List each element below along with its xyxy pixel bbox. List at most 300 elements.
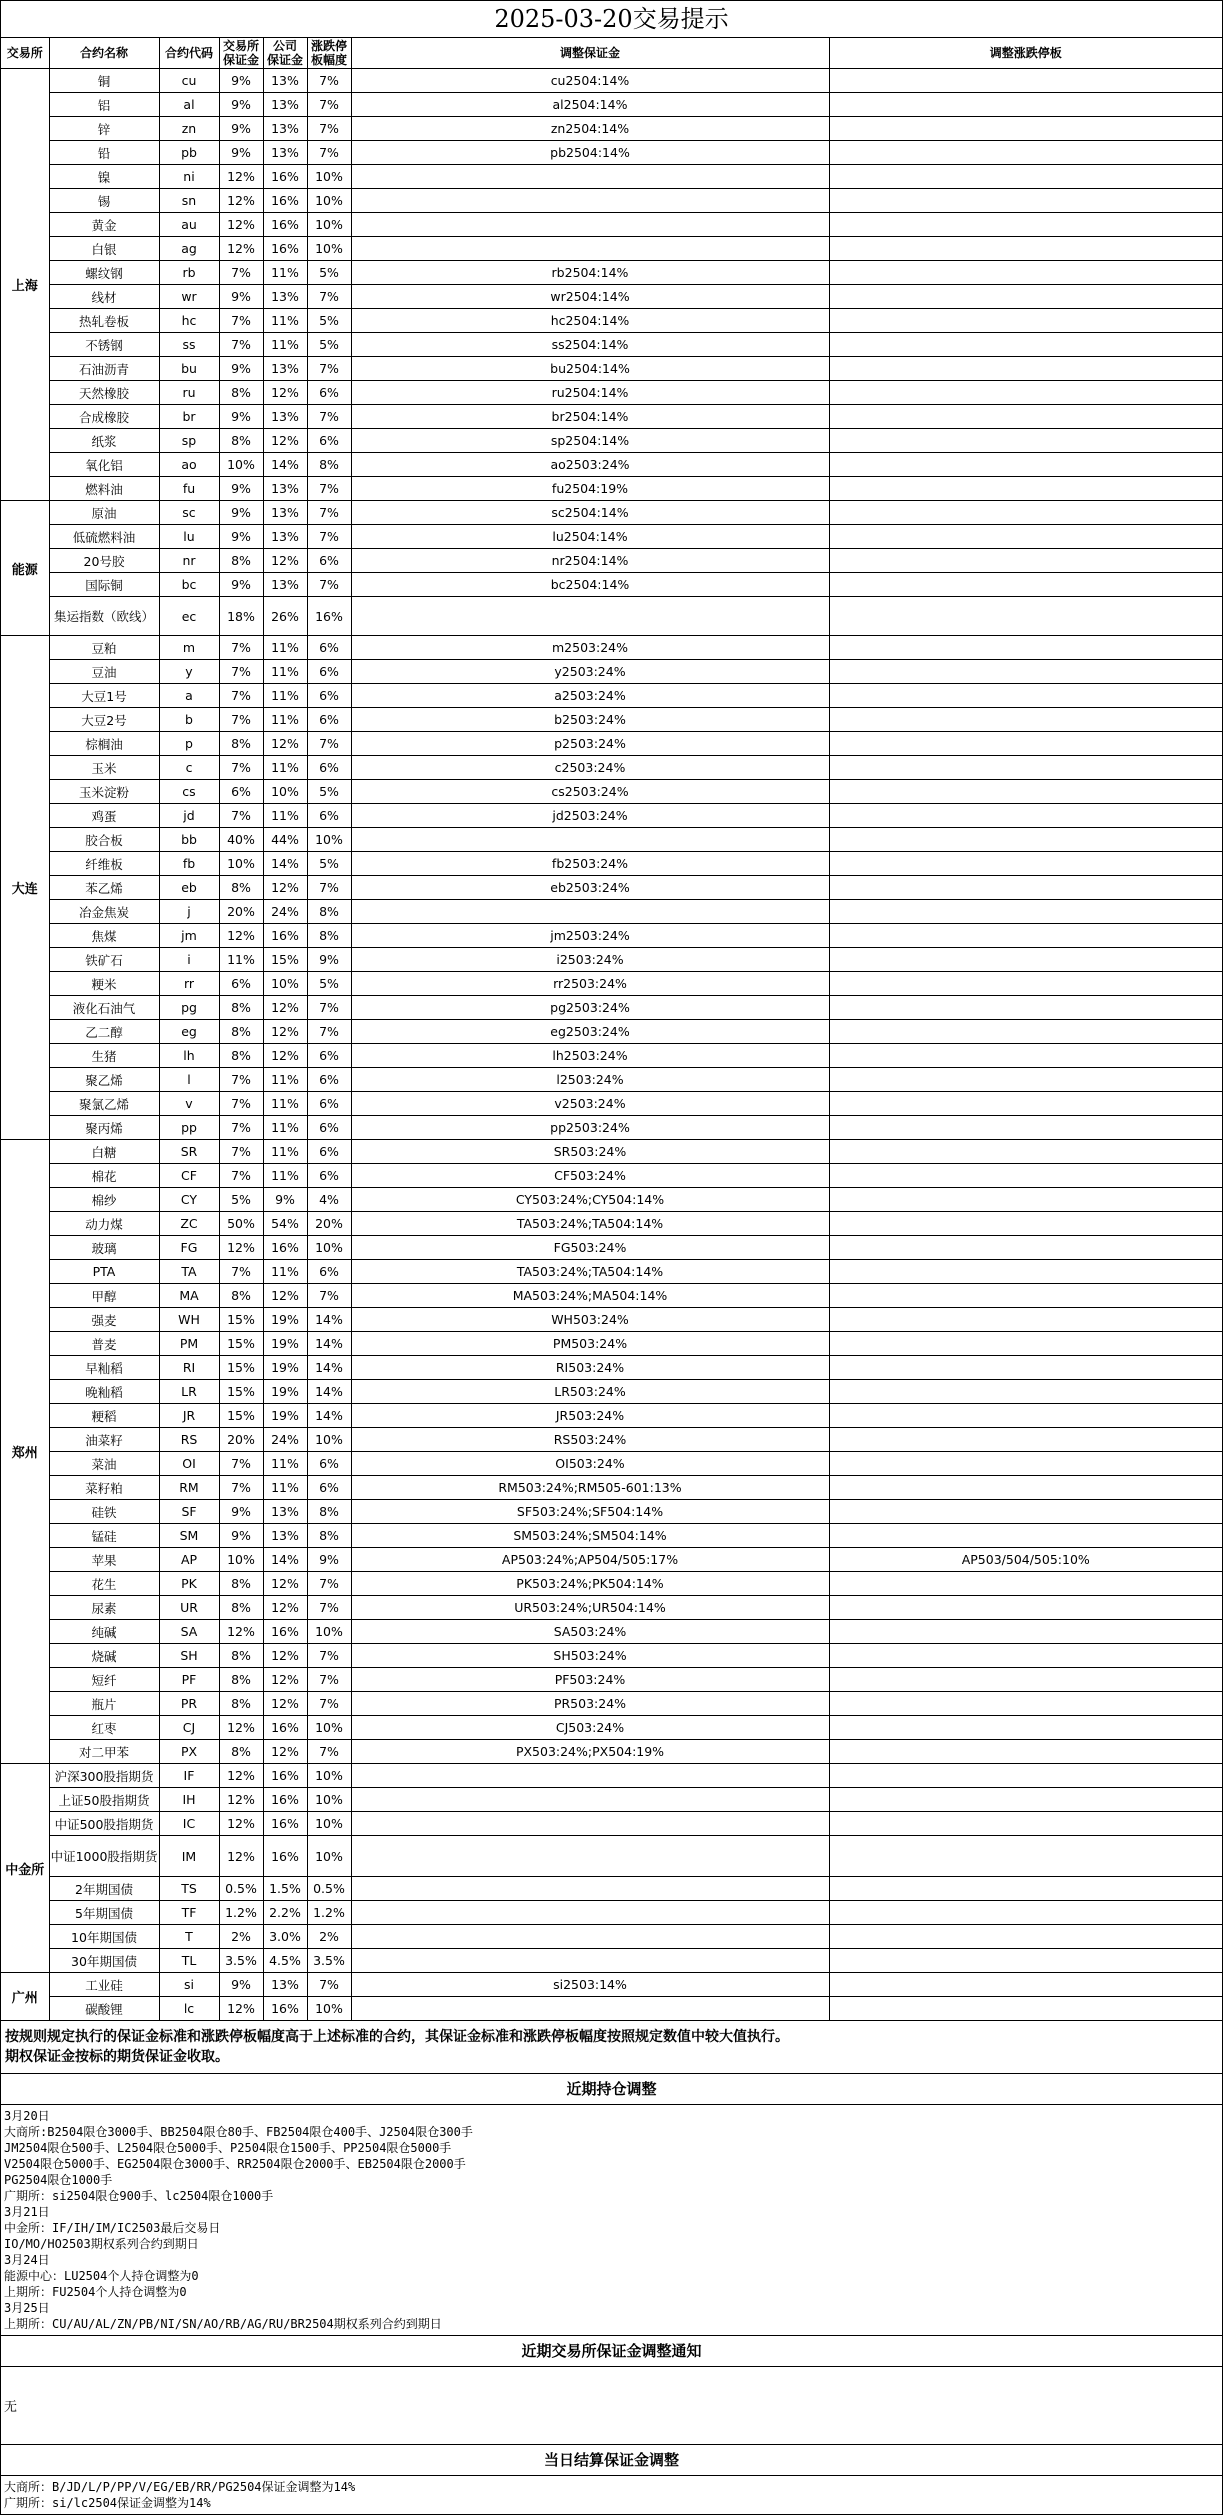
company-margin-cell: 11% [263,1260,307,1284]
company-margin-cell: 2.2% [263,1901,307,1925]
table-row [1,1476,1222,1500]
exchange-margin-cell: 7% [219,636,263,660]
exchange-margin-cell: 8% [219,1740,263,1764]
adjust-margin-cell: b2503:24% [351,708,829,732]
company-margin-cell: 16% [263,1236,307,1260]
contract-code-cell: ni [159,165,219,189]
limit-range-cell: 5% [307,261,351,285]
adjust-margin-cell: l2503:24% [351,1068,829,1092]
adjust-margin-cell: eg2503:24% [351,1020,829,1044]
contract-code-cell: PF [159,1668,219,1692]
table-row [1,453,1222,477]
company-margin-cell: 16% [263,1812,307,1836]
exchange-margin-cell: 2% [219,1925,263,1949]
table-row [1,828,1222,852]
exchange-margin-cell: 12% [219,237,263,261]
contract-name-cell: 白银 [49,237,159,261]
company-margin-cell: 12% [263,1572,307,1596]
company-margin-cell: 44% [263,828,307,852]
limit-range-cell: 10% [307,213,351,237]
adjust-margin-cell: cs2503:24% [351,780,829,804]
table-row [1,852,1222,876]
exchange-margin-cell: 7% [219,660,263,684]
adjust-limit-cell [829,1116,1222,1140]
table-row [1,333,1222,357]
contract-code-cell: nr [159,549,219,573]
exchange-margin-cell: 7% [219,1476,263,1500]
exchange-margin-cell: 10% [219,1548,263,1572]
limit-range-cell: 10% [307,165,351,189]
table-row [1,261,1222,285]
company-margin-cell: 19% [263,1380,307,1404]
exchange-margin-cell: 9% [219,501,263,525]
company-margin-cell: 12% [263,1644,307,1668]
header-adjust-limit: 调整涨跌停板 [829,38,1222,69]
exchange-margin-cell: 6% [219,780,263,804]
settlement-line: 大商所：B/JD/L/P/PP/V/EG/EB/RR/PG2504保证金调整为14% [4,2480,356,2494]
table-row [1,573,1222,597]
limit-range-cell: 10% [307,1428,351,1452]
company-margin-cell: 12% [263,996,307,1020]
company-margin-cell: 19% [263,1356,307,1380]
contract-name-cell: 早籼稻 [49,1356,159,1380]
adjust-margin-cell: PR503:24% [351,1692,829,1716]
contract-name-cell: 铝 [49,93,159,117]
contract-name-cell: 豆粕 [49,636,159,660]
adjust-limit-cell [829,1356,1222,1380]
table-body [1,69,1222,2021]
contract-name-cell: 碳酸锂 [49,1997,159,2021]
exchange-margin-cell: 8% [219,1020,263,1044]
adjust-limit-cell [829,1668,1222,1692]
table-row [1,285,1222,309]
adjust-limit-cell [829,381,1222,405]
contract-code-cell: IC [159,1812,219,1836]
company-margin-cell: 13% [263,1973,307,1997]
contract-code-cell: UR [159,1596,219,1620]
adjust-limit-cell [829,1092,1222,1116]
settlement-line: 广期所：si/lc2504保证金调整为14% [4,2496,211,2510]
adjust-margin-cell: lu2504:14% [351,525,829,549]
table-row [1,1925,1222,1949]
adjust-margin-cell: lh2503:24% [351,1044,829,1068]
limit-range-cell: 7% [307,996,351,1020]
company-margin-cell: 13% [263,93,307,117]
contract-code-cell: cs [159,780,219,804]
adjust-limit-cell [829,1812,1222,1836]
adjust-limit-cell [829,93,1222,117]
adjust-margin-cell: LR503:24% [351,1380,829,1404]
exchange-margin-cell: 7% [219,804,263,828]
positions-line: V2504限仓5000手、EG2504限仓3000手、RR2504限仓2000手、EB2504限仓2000手 [4,2157,466,2171]
company-margin-cell: 13% [263,405,307,429]
contract-name-cell: 燃料油 [49,477,159,501]
contract-name-cell: 棉纱 [49,1188,159,1212]
adjust-margin-cell: FG503:24% [351,1236,829,1260]
limit-range-cell: 10% [307,1620,351,1644]
contract-name-cell: 强麦 [49,1308,159,1332]
adjust-margin-cell: rb2504:14% [351,261,829,285]
limit-range-cell: 6% [307,636,351,660]
adjust-margin-cell: y2503:24% [351,660,829,684]
adjust-limit-cell [829,1949,1222,1973]
table-row [1,1260,1222,1284]
contract-name-cell: 玉米淀粉 [49,780,159,804]
contract-code-cell: fu [159,477,219,501]
table-row [1,69,1222,93]
adjust-margin-cell: PK503:24%;PK504:14% [351,1572,829,1596]
header-company-margin: 公司 保证金 [263,38,307,69]
exchange-margin-cell: 8% [219,732,263,756]
table-row [1,1380,1222,1404]
company-margin-cell: 12% [263,1692,307,1716]
company-margin-cell: 13% [263,141,307,165]
company-margin-cell: 12% [263,732,307,756]
adjust-limit-cell: AP503/504/505:10% [829,1548,1222,1572]
contract-code-cell: bb [159,828,219,852]
limit-range-cell: 10% [307,1236,351,1260]
limit-range-cell: 14% [307,1308,351,1332]
table-row [1,1901,1222,1925]
contract-name-cell: 天然橡胶 [49,381,159,405]
table-row [1,708,1222,732]
table-row [1,1020,1222,1044]
adjust-margin-cell: pg2503:24% [351,996,829,1020]
company-margin-cell: 13% [263,477,307,501]
company-margin-cell: 11% [263,1140,307,1164]
contract-name-cell: 粳稻 [49,1404,159,1428]
limit-range-cell: 10% [307,189,351,213]
adjust-margin-cell [351,1949,829,1973]
exchange-margin-cell: 8% [219,1572,263,1596]
exchange-margin-cell: 7% [219,708,263,732]
table-row [1,756,1222,780]
contract-name-cell: 2年期国债 [49,1877,159,1901]
table-row [1,501,1222,525]
adjust-limit-cell [829,453,1222,477]
company-margin-cell: 10% [263,780,307,804]
limit-range-cell: 7% [307,117,351,141]
limit-range-cell: 8% [307,900,351,924]
adjust-margin-cell: RS503:24% [351,1428,829,1452]
exchange-margin-cell: 50% [219,1212,263,1236]
adjust-margin-cell [351,1812,829,1836]
exchange-margin-cell: 9% [219,117,263,141]
adjust-margin-cell: jm2503:24% [351,924,829,948]
company-margin-cell: 16% [263,189,307,213]
limit-range-cell: 8% [307,1524,351,1548]
adjust-limit-cell [829,852,1222,876]
exchange-margin-cell: 8% [219,1284,263,1308]
adjust-margin-cell: cu2504:14% [351,69,829,93]
contract-name-cell: 铁矿石 [49,948,159,972]
contract-code-cell: WH [159,1308,219,1332]
limit-range-cell: 10% [307,1836,351,1877]
contract-name-cell: 铅 [49,141,159,165]
adjust-limit-cell [829,828,1222,852]
adjust-limit-cell [829,732,1222,756]
company-margin-cell: 15% [263,948,307,972]
positions-line: IO/MO/HO2503期权系列合约到期日 [4,2237,199,2251]
contract-name-cell: 氧化铝 [49,453,159,477]
table-row [1,1092,1222,1116]
adjust-margin-cell: JR503:24% [351,1404,829,1428]
positions-line: JM2504限仓500手、L2504限仓5000手、P2504限仓1500手、PP2504限仓5000手 [4,2141,452,2155]
contract-code-cell: TS [159,1877,219,1901]
table-row [1,1764,1222,1788]
company-margin-cell: 16% [263,1788,307,1812]
limit-range-cell: 4% [307,1188,351,1212]
contract-name-cell: 玉米 [49,756,159,780]
contract-name-cell: 聚丙烯 [49,1116,159,1140]
table-row [1,1428,1222,1452]
exchange-margin-cell: 20% [219,900,263,924]
adjust-margin-cell: sc2504:14% [351,501,829,525]
adjust-margin-cell: ao2503:24% [351,453,829,477]
adjust-margin-cell [351,1836,829,1877]
limit-range-cell: 7% [307,1692,351,1716]
company-margin-cell: 13% [263,357,307,381]
adjust-margin-cell [351,597,829,636]
table-row [1,381,1222,405]
contract-name-cell: 热轧卷板 [49,309,159,333]
limit-range-cell: 6% [307,1068,351,1092]
company-margin-cell: 16% [263,165,307,189]
adjust-margin-cell: TA503:24%;TA504:14% [351,1260,829,1284]
contract-name-cell: 大豆2号 [49,708,159,732]
company-margin-cell: 11% [263,708,307,732]
adjust-limit-cell [829,309,1222,333]
contract-code-cell: eg [159,1020,219,1044]
contract-name-cell: 线材 [49,285,159,309]
rules-note [1,2021,1222,2074]
adjust-limit-cell [829,780,1222,804]
company-margin-cell: 13% [263,1524,307,1548]
adjust-limit-cell [829,1524,1222,1548]
adjust-margin-cell [351,213,829,237]
contract-code-cell: jm [159,924,219,948]
limit-range-cell: 7% [307,405,351,429]
exchange-margin-cell: 8% [219,1692,263,1716]
adjust-limit-cell [829,1788,1222,1812]
contract-code-cell: SM [159,1524,219,1548]
exchange-margin-cell: 1.2% [219,1901,263,1925]
contract-code-cell: RS [159,1428,219,1452]
adjust-limit-cell [829,165,1222,189]
contract-name-cell: 原油 [49,501,159,525]
adjust-margin-cell: v2503:24% [351,1092,829,1116]
company-margin-cell: 16% [263,1620,307,1644]
exchange-margin-cell: 8% [219,549,263,573]
limit-range-cell: 7% [307,477,351,501]
exchange-margin-cell: 7% [219,1260,263,1284]
adjust-margin-cell: SM503:24%;SM504:14% [351,1524,829,1548]
adjust-margin-cell: UR503:24%;UR504:14% [351,1596,829,1620]
exchange-margin-cell: 7% [219,309,263,333]
table-row [1,1116,1222,1140]
exchange-margin-cell: 12% [219,1236,263,1260]
positions-line: 3月21日 [4,2205,50,2219]
adjust-margin-cell: hc2504:14% [351,309,829,333]
contract-code-cell: RI [159,1356,219,1380]
contract-code-cell: IF [159,1764,219,1788]
company-margin-cell: 12% [263,429,307,453]
company-margin-cell: 12% [263,1284,307,1308]
table-row [1,732,1222,756]
company-margin-cell: 12% [263,1044,307,1068]
header-adjust-margin: 调整保证金 [351,38,829,69]
adjust-margin-cell [351,189,829,213]
contract-name-cell: 集运指数（欧线） [49,597,159,636]
table-row [1,1404,1222,1428]
company-margin-cell: 16% [263,1764,307,1788]
table-row [1,1164,1222,1188]
exchange-margin-cell: 5% [219,1188,263,1212]
contract-code-cell: SH [159,1644,219,1668]
limit-range-cell: 14% [307,1404,351,1428]
contract-name-cell: 铜 [49,69,159,93]
adjust-margin-cell: SH503:24% [351,1644,829,1668]
contract-code-cell: PX [159,1740,219,1764]
company-margin-cell: 16% [263,924,307,948]
contract-name-cell: 烧碱 [49,1644,159,1668]
adjust-margin-cell: zn2504:14% [351,117,829,141]
exchange-margin-cell: 9% [219,69,263,93]
positions-line: 3月20日 [4,2109,50,2123]
company-margin-cell: 16% [263,237,307,261]
limit-range-cell: 10% [307,1788,351,1812]
company-margin-cell: 19% [263,1308,307,1332]
adjust-margin-cell: fu2504:19% [351,477,829,501]
limit-range-cell: 6% [307,1476,351,1500]
contract-name-cell: 锡 [49,189,159,213]
positions-line: 能源中心：LU2504个人持仓调整为0 [4,2269,199,2283]
limit-range-cell: 6% [307,660,351,684]
adjust-margin-cell [351,1997,829,2021]
table-row [1,636,1222,660]
limit-range-cell: 8% [307,1500,351,1524]
exchange-margin-cell: 9% [219,357,263,381]
exchange-cell: 广州 [1,1973,49,2021]
adjust-limit-cell [829,1973,1222,1997]
adjust-margin-cell: AP503:24%;AP504/505:17% [351,1548,829,1572]
company-margin-cell: 16% [263,213,307,237]
adjust-limit-cell [829,1164,1222,1188]
adjust-limit-cell [829,1596,1222,1620]
table-row [1,804,1222,828]
limit-range-cell: 6% [307,1044,351,1068]
table-row [1,93,1222,117]
contract-code-cell: RM [159,1476,219,1500]
company-margin-cell: 12% [263,876,307,900]
exchange-margin-cell: 7% [219,1452,263,1476]
adjust-limit-cell [829,285,1222,309]
table-row [1,525,1222,549]
exchange-margin-cell: 9% [219,141,263,165]
limit-range-cell: 6% [307,1452,351,1476]
contract-name-cell: 上证50股指期货 [49,1788,159,1812]
adjust-limit-cell [829,1236,1222,1260]
company-margin-cell: 11% [263,1476,307,1500]
company-margin-cell: 3.0% [263,1925,307,1949]
contract-code-cell: br [159,405,219,429]
exchange-margin-cell: 7% [219,333,263,357]
adjust-margin-cell: br2504:14% [351,405,829,429]
header-contract-name: 合约名称 [49,38,159,69]
adjust-limit-cell [829,1212,1222,1236]
positions-line: PG2504限仓1000手 [4,2173,113,2187]
positions-line: 上期所：FU2504个人持仓调整为0 [4,2285,187,2299]
adjust-limit-cell [829,237,1222,261]
table-row [1,1236,1222,1260]
limit-range-cell: 10% [307,1997,351,2021]
exchange-margin-cell: 15% [219,1380,263,1404]
table-row [1,948,1222,972]
company-margin-cell: 11% [263,1164,307,1188]
limit-range-cell: 6% [307,381,351,405]
table-row [1,1500,1222,1524]
exchange-margin-cell: 9% [219,405,263,429]
exchange-margin-cell: 12% [219,213,263,237]
limit-range-cell: 14% [307,1380,351,1404]
exchange-margin-cell: 9% [219,1500,263,1524]
adjust-limit-cell [829,1404,1222,1428]
exchange-margin-cell: 8% [219,1668,263,1692]
limit-range-cell: 6% [307,756,351,780]
contract-code-cell: T [159,1925,219,1949]
table-row [1,1524,1222,1548]
limit-range-cell: 6% [307,708,351,732]
contract-code-cell: SR [159,1140,219,1164]
contract-code-cell: al [159,93,219,117]
contract-code-cell: ec [159,597,219,636]
adjust-limit-cell [829,477,1222,501]
contract-code-cell: wr [159,285,219,309]
limit-range-cell: 10% [307,1764,351,1788]
positions-list [1,2105,1222,2336]
limit-range-cell: 10% [307,237,351,261]
contract-code-cell: j [159,900,219,924]
adjust-margin-cell: m2503:24% [351,636,829,660]
contract-code-cell: sn [159,189,219,213]
adjust-limit-cell [829,1284,1222,1308]
exchange-margin-cell: 12% [219,1620,263,1644]
limit-range-cell: 6% [307,429,351,453]
adjust-margin-cell [351,1901,829,1925]
adjust-margin-cell: PM503:24% [351,1332,829,1356]
contract-name-cell: 大豆1号 [49,684,159,708]
exchange-margin-cell: 15% [219,1404,263,1428]
contract-code-cell: IM [159,1836,219,1877]
contract-name-cell: 动力煤 [49,1212,159,1236]
limit-range-cell: 7% [307,1572,351,1596]
table-row [1,1596,1222,1620]
company-margin-cell: 9% [263,1188,307,1212]
adjust-limit-cell [829,525,1222,549]
contract-code-cell: PR [159,1692,219,1716]
adjust-limit-cell [829,708,1222,732]
table-row [1,1668,1222,1692]
contract-name-cell: 粳米 [49,972,159,996]
contract-code-cell: si [159,1973,219,1997]
contract-code-cell: y [159,660,219,684]
table-row [1,1997,1222,2021]
exchange-margin-cell: 7% [219,684,263,708]
company-margin-cell: 14% [263,1548,307,1572]
table-row [1,1949,1222,1973]
adjust-margin-cell: bu2504:14% [351,357,829,381]
exchange-margin-cell: 9% [219,93,263,117]
